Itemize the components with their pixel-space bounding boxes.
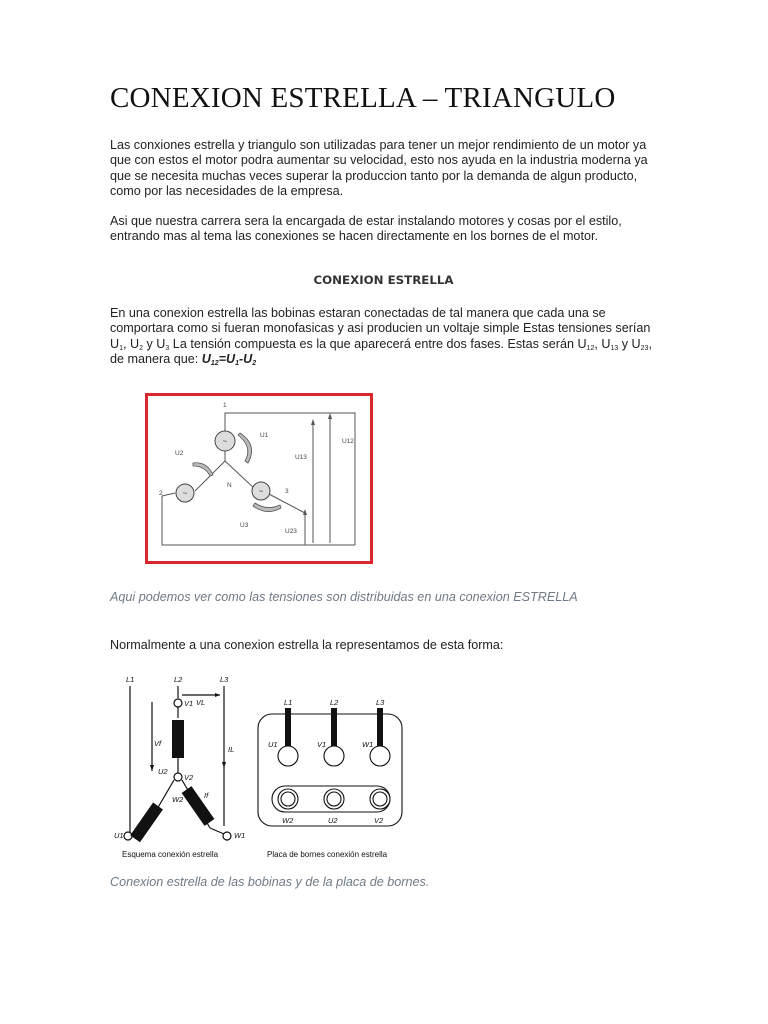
intro-paragraph: Las conxiones estrella y triangulo son utilizadas para tener un mejor rendimiento de un motor ya que con estos el motor podra aumentar su velocidad, esto nos ayuda en la industria moderna ya que se necesita muchas veces superar la produccion tanto por la demanda de algun producto, como por las necesidades de la empresa. bbox=[110, 138, 648, 198]
svg-text:~: ~ bbox=[258, 487, 264, 496]
svg-text:IL: IL bbox=[228, 745, 235, 754]
svg-text:W2: W2 bbox=[172, 795, 184, 804]
page-title: CONEXION ESTRELLA – TRIANGULO bbox=[110, 82, 616, 114]
svg-text:V2: V2 bbox=[374, 816, 384, 825]
voltage-formula: $U_{12}=U_1-U_2$ bbox=[201, 351, 257, 367]
svg-text:U2: U2 bbox=[328, 816, 338, 825]
coil-central bbox=[172, 720, 184, 758]
schema-caption: Esquema conexión estrella bbox=[122, 850, 219, 859]
svg-text:L2: L2 bbox=[330, 698, 339, 707]
svg-text:V1: V1 bbox=[184, 699, 194, 708]
svg-text:U1: U1 bbox=[114, 831, 124, 840]
svg-text:U13: U13 bbox=[295, 454, 307, 461]
career-paragraph: Asi que nuestra carrera sera la encargada de estar instalando motores y cosas por el estilo, entrando mas al tema las conexiones se hacen directamente en los bornes de el motor. bbox=[110, 214, 622, 244]
svg-text:~: ~ bbox=[182, 489, 188, 498]
svg-text:V1: V1 bbox=[317, 740, 327, 749]
svg-text:VL: VL bbox=[196, 698, 206, 707]
svg-text:Vf: Vf bbox=[154, 739, 162, 748]
svg-text:L3: L3 bbox=[376, 698, 385, 707]
svg-text:3: 3 bbox=[285, 488, 289, 495]
svg-text:~: ~ bbox=[222, 437, 228, 446]
star-voltage-diagram bbox=[145, 393, 373, 564]
svg-text:V2: V2 bbox=[184, 773, 194, 782]
svg-text:L2: L2 bbox=[174, 675, 183, 684]
star-connection-schematic bbox=[112, 668, 412, 863]
svg-text:If: If bbox=[204, 791, 209, 800]
diagram-frame bbox=[147, 395, 372, 563]
star-explanation-paragraph: En una conexion estrella las bobinas estaran conectadas de tal manera que cada una se comportara como si fueran monofasicas y asi producien un voltaje simple Estas tensiones serían $U_1$, $U_2$ y $U_3$ La tensión compuesta es la que aparecerá entre dos fases. Estas serán $U_{12}$, $U_{13}$ y $U_{23}$, de manera que: $U_{12}=U_1-U_2$ bbox=[110, 306, 652, 367]
svg-text:U23: U23 bbox=[285, 528, 297, 535]
svg-text:W1: W1 bbox=[234, 831, 246, 840]
svg-text:W2: W2 bbox=[282, 816, 294, 825]
svg-text:W1: W1 bbox=[362, 740, 374, 749]
svg-text:1: 1 bbox=[223, 402, 227, 409]
svg-text:U2: U2 bbox=[158, 767, 168, 776]
svg-text:U1: U1 bbox=[260, 432, 269, 439]
caption-coils-and-plate: Conexion estrella de las bobinas y de la placa de bornes. bbox=[110, 875, 430, 889]
coil-right bbox=[182, 786, 215, 826]
coil-left bbox=[130, 803, 163, 843]
svg-text:N: N bbox=[227, 482, 232, 489]
representation-paragraph: Normalmente a una conexion estrella la representamos de esta forma: bbox=[110, 638, 504, 652]
section-heading-estrella: CONEXION ESTRELLA bbox=[313, 273, 454, 287]
plate-caption: Placa de bornes conexión estrella bbox=[267, 850, 388, 859]
svg-text:U12: U12 bbox=[342, 438, 354, 445]
svg-text:U1: U1 bbox=[268, 740, 278, 749]
svg-text:L1: L1 bbox=[126, 675, 135, 684]
caption-star-voltages: Aqui podemos ver como las tensiones son distribuidas en una conexion ESTRELLA bbox=[110, 590, 578, 604]
svg-text:L3: L3 bbox=[220, 675, 229, 684]
svg-text:2: 2 bbox=[159, 490, 163, 497]
svg-text:U3: U3 bbox=[240, 522, 249, 529]
svg-text:L1: L1 bbox=[284, 698, 293, 707]
svg-text:U2: U2 bbox=[175, 450, 184, 457]
